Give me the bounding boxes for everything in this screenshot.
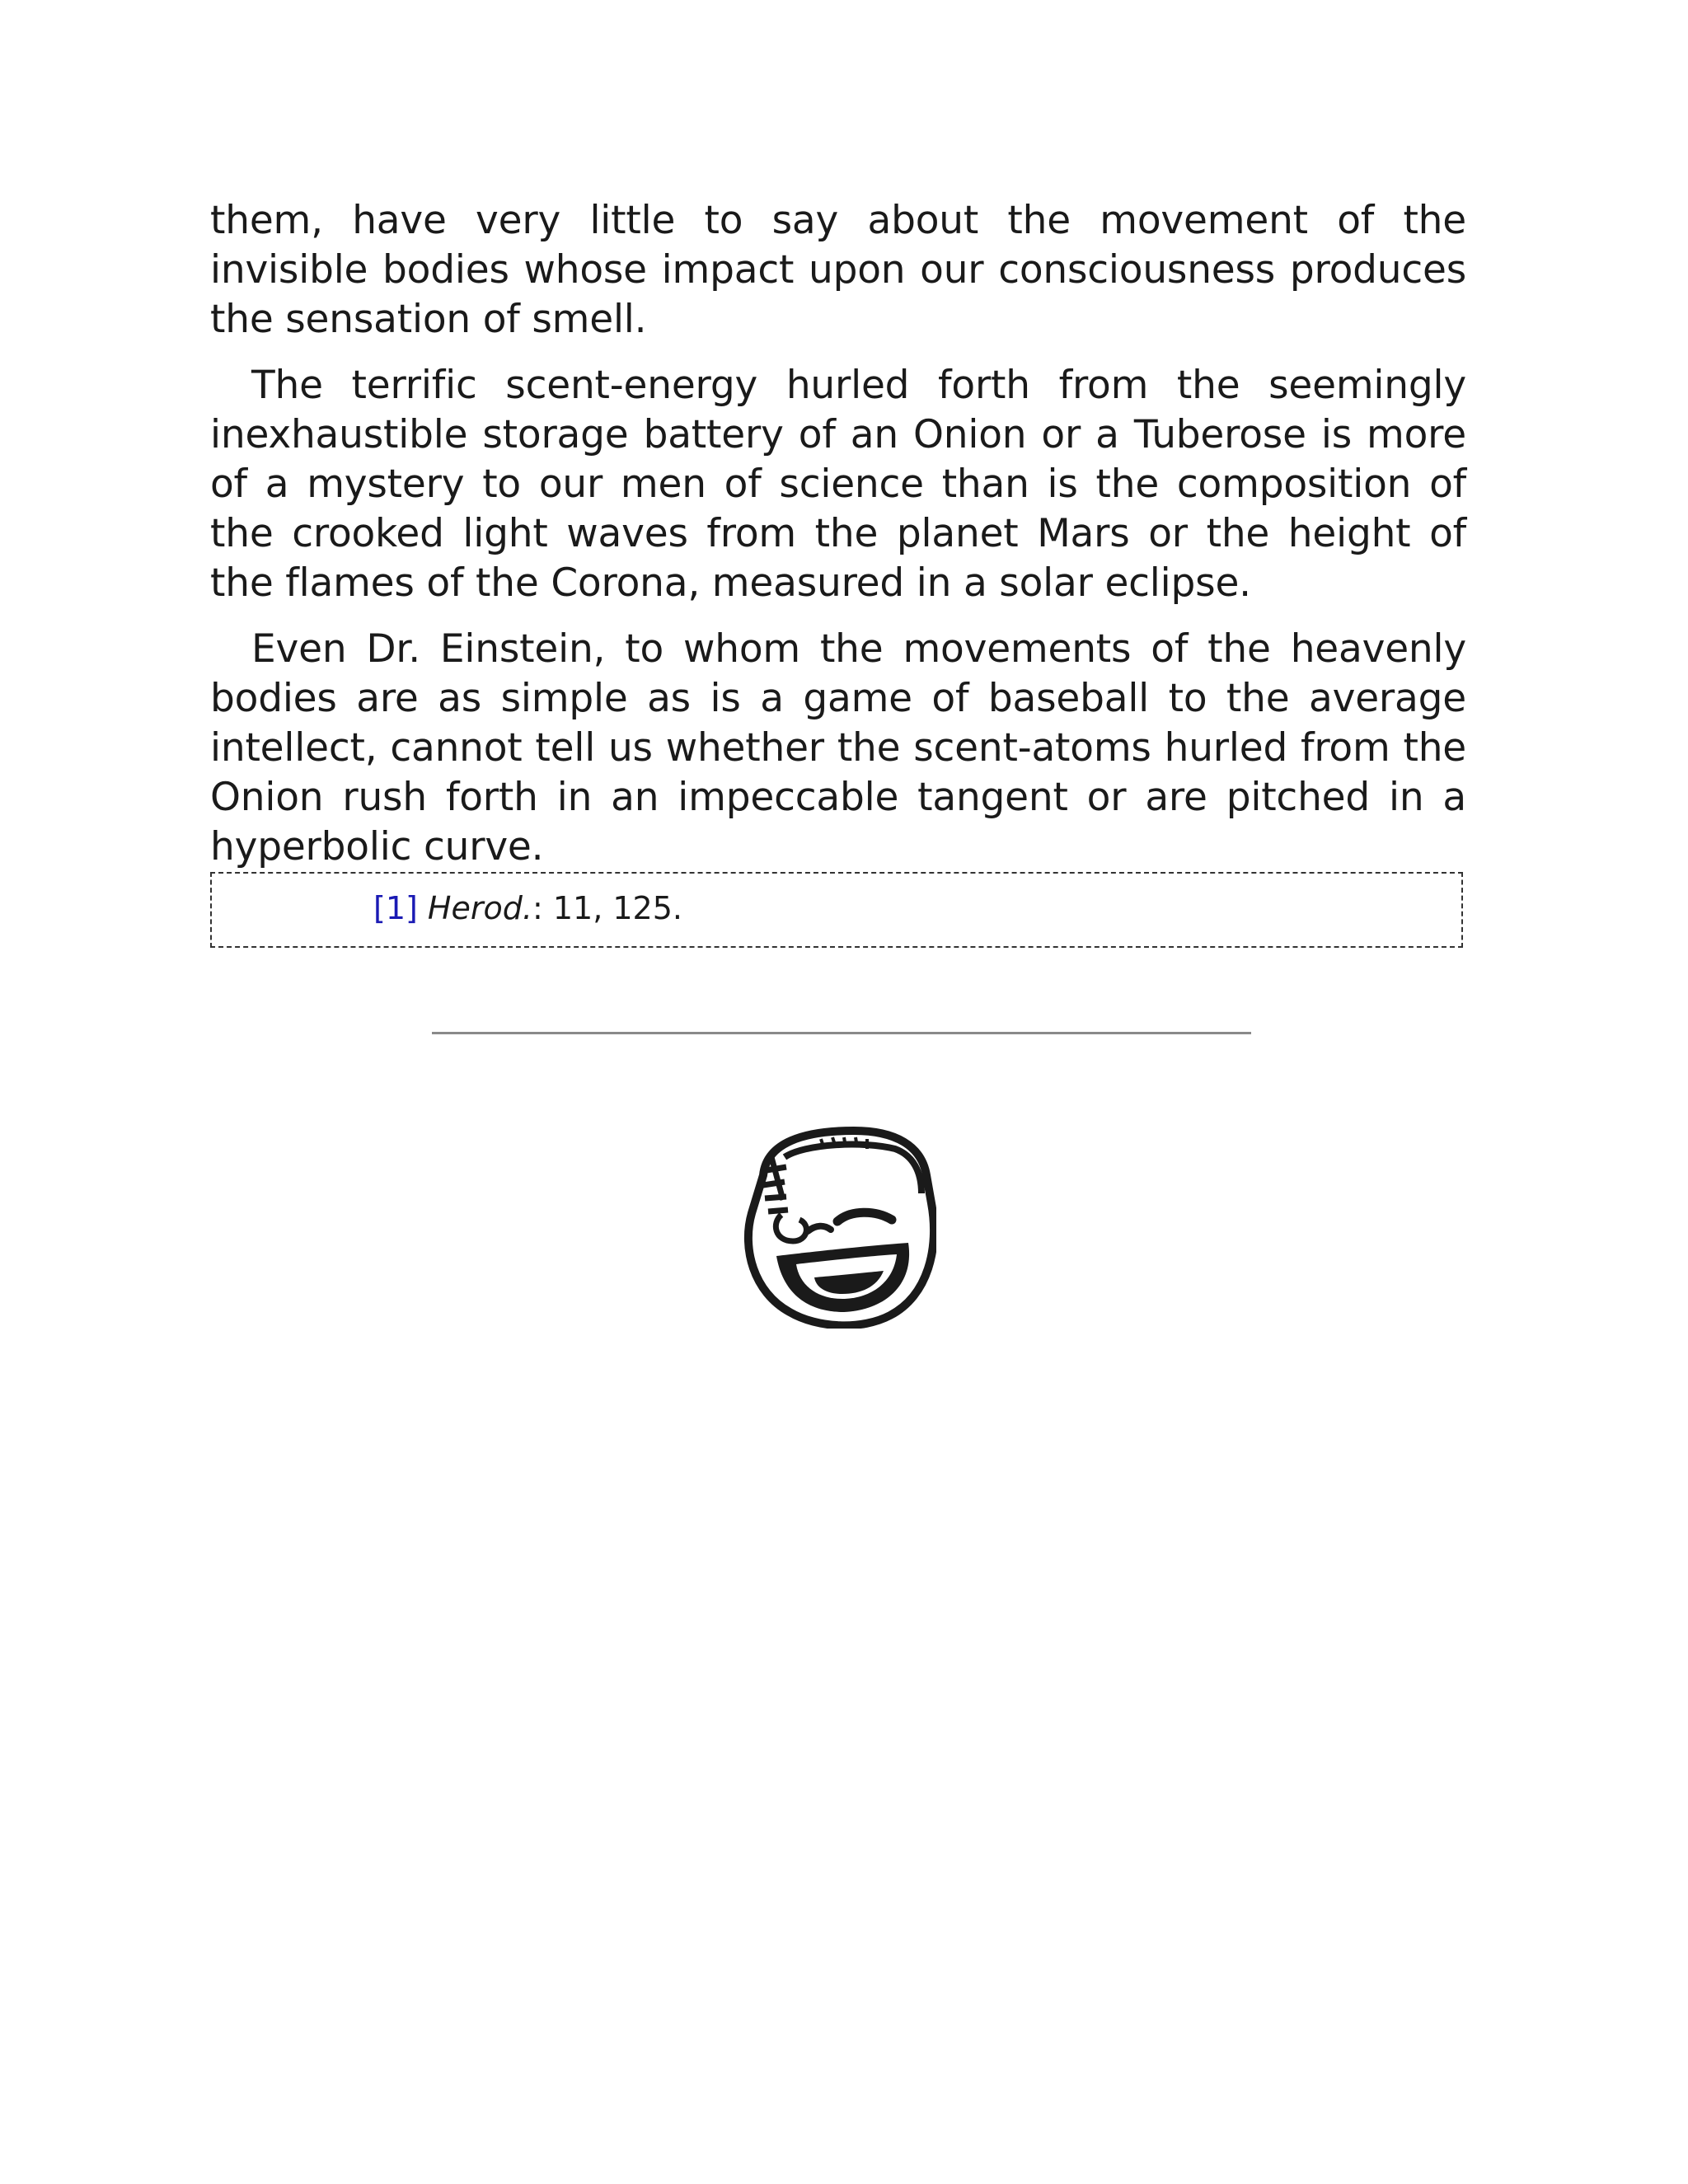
footnote-ref-link[interactable]: [1] bbox=[373, 890, 418, 926]
laughing-face-ornament-icon bbox=[738, 1124, 936, 1329]
paragraph-3: Even Dr. Einstein, to whom the movements of the heavenly bodies are as simple as is a game of baseball to the average intellect, cannot tell us whether the scent-atoms hurled from the Onion rush forth in an impeccable tangent or are pitched in a hyperbolic curve. bbox=[210, 626, 1466, 869]
footnote bbox=[373, 888, 682, 928]
footnote-citation: : 11, 125. bbox=[532, 890, 682, 926]
paragraph-1: them, have very little to say about the movement of the invisible bodies whose impact upon our consciousness produces the sensation of smell. bbox=[210, 198, 1466, 342]
paragraph-2: The terrific scent-energy hurled forth from the seemingly inexhaustible storage battery of an Onion or a Tuberose is more of a mystery to our men of science than is the composition of the crooked light waves from the planet Mars or the height of the flames of the Corona, measured in a solar eclipse. bbox=[210, 363, 1466, 606]
footnote-box bbox=[210, 872, 1463, 948]
section-divider bbox=[432, 1032, 1251, 1034]
footnote-source: Herod. bbox=[427, 890, 532, 926]
body-text bbox=[210, 196, 1466, 888]
